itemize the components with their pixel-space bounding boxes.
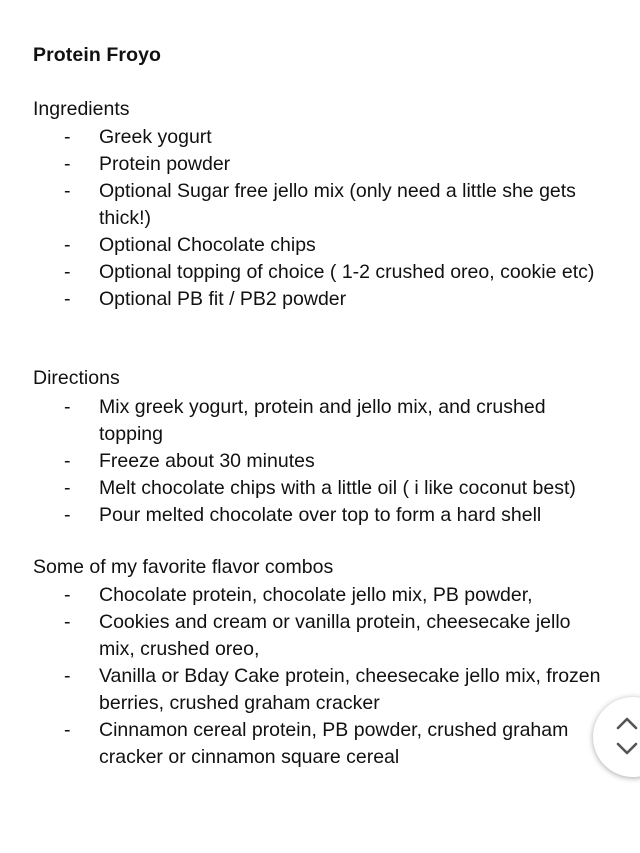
- scroll-chevrons: [615, 714, 639, 758]
- bullet-dash: -: [64, 665, 71, 687]
- list-item: [0, 286, 610, 313]
- bullet-dash: -: [64, 234, 71, 256]
- list-item-text: Optional Chocolate chips: [99, 234, 316, 256]
- directions-heading: Directions: [33, 367, 120, 389]
- list-item-text: Optional topping of choice ( 1-2 crushed oreo, cookie etc): [99, 261, 595, 283]
- list-item: [0, 124, 610, 151]
- list-item-text: Greek yogurt: [99, 126, 212, 148]
- bullet-dash: -: [64, 126, 71, 148]
- list-item-text: Optional Sugar free jello mix (only need a little she gets thick!): [99, 180, 576, 229]
- list-item: [0, 232, 610, 259]
- list-item: [0, 394, 610, 448]
- list-item: [0, 717, 610, 771]
- list-item-text: Protein powder: [99, 153, 231, 175]
- list-item: [0, 663, 610, 717]
- list-item-text: Cinnamon cereal protein, PB powder, crushed graham cracker or cinnamon square cereal: [99, 719, 569, 768]
- list-item: [0, 582, 610, 609]
- bullet-dash: -: [64, 584, 71, 606]
- list-item: [0, 448, 610, 475]
- bullet-dash: -: [64, 719, 71, 741]
- combos-list: [0, 582, 610, 771]
- chevron-down-icon[interactable]: [618, 744, 636, 753]
- bullet-dash: -: [64, 504, 71, 526]
- list-item-text: Chocolate protein, chocolate jello mix, PB powder,: [99, 584, 533, 606]
- chevron-up-icon[interactable]: [618, 719, 636, 728]
- bullet-dash: -: [64, 153, 71, 175]
- directions-list: [0, 394, 610, 529]
- ingredients-list: [0, 124, 610, 313]
- list-item-text: Freeze about 30 minutes: [99, 450, 315, 472]
- combos-heading: Some of my favorite flavor combos: [33, 556, 334, 578]
- list-item-text: Vanilla or Bday Cake protein, cheesecake jello mix, frozen berries, crushed graham cracker: [99, 665, 601, 714]
- list-item: [0, 151, 610, 178]
- bullet-dash: -: [64, 261, 71, 283]
- bullet-dash: -: [64, 396, 71, 418]
- list-item: [0, 178, 610, 232]
- bullet-dash: -: [64, 180, 71, 202]
- bullet-dash: -: [64, 450, 71, 472]
- bullet-dash: -: [64, 477, 71, 499]
- list-item: [0, 475, 610, 502]
- list-item-text: Optional PB fit / PB2 powder: [99, 288, 347, 310]
- list-item-text: Cookies and cream or vanilla protein, cheesecake jello mix, crushed oreo,: [99, 611, 571, 660]
- page-title: Protein Froyo: [33, 44, 162, 66]
- list-item-text: Melt chocolate chips with a little oil ( i like coconut best): [99, 477, 576, 499]
- list-item: [0, 259, 610, 286]
- list-item: [0, 502, 610, 529]
- list-item-text: Pour melted chocolate over top to form a hard shell: [99, 504, 542, 526]
- list-item: [0, 609, 610, 663]
- ingredients-heading: Ingredients: [33, 98, 130, 120]
- bullet-dash: -: [64, 288, 71, 310]
- list-item-text: Mix greek yogurt, protein and jello mix, and crushed topping: [99, 396, 546, 445]
- bullet-dash: -: [64, 611, 71, 633]
